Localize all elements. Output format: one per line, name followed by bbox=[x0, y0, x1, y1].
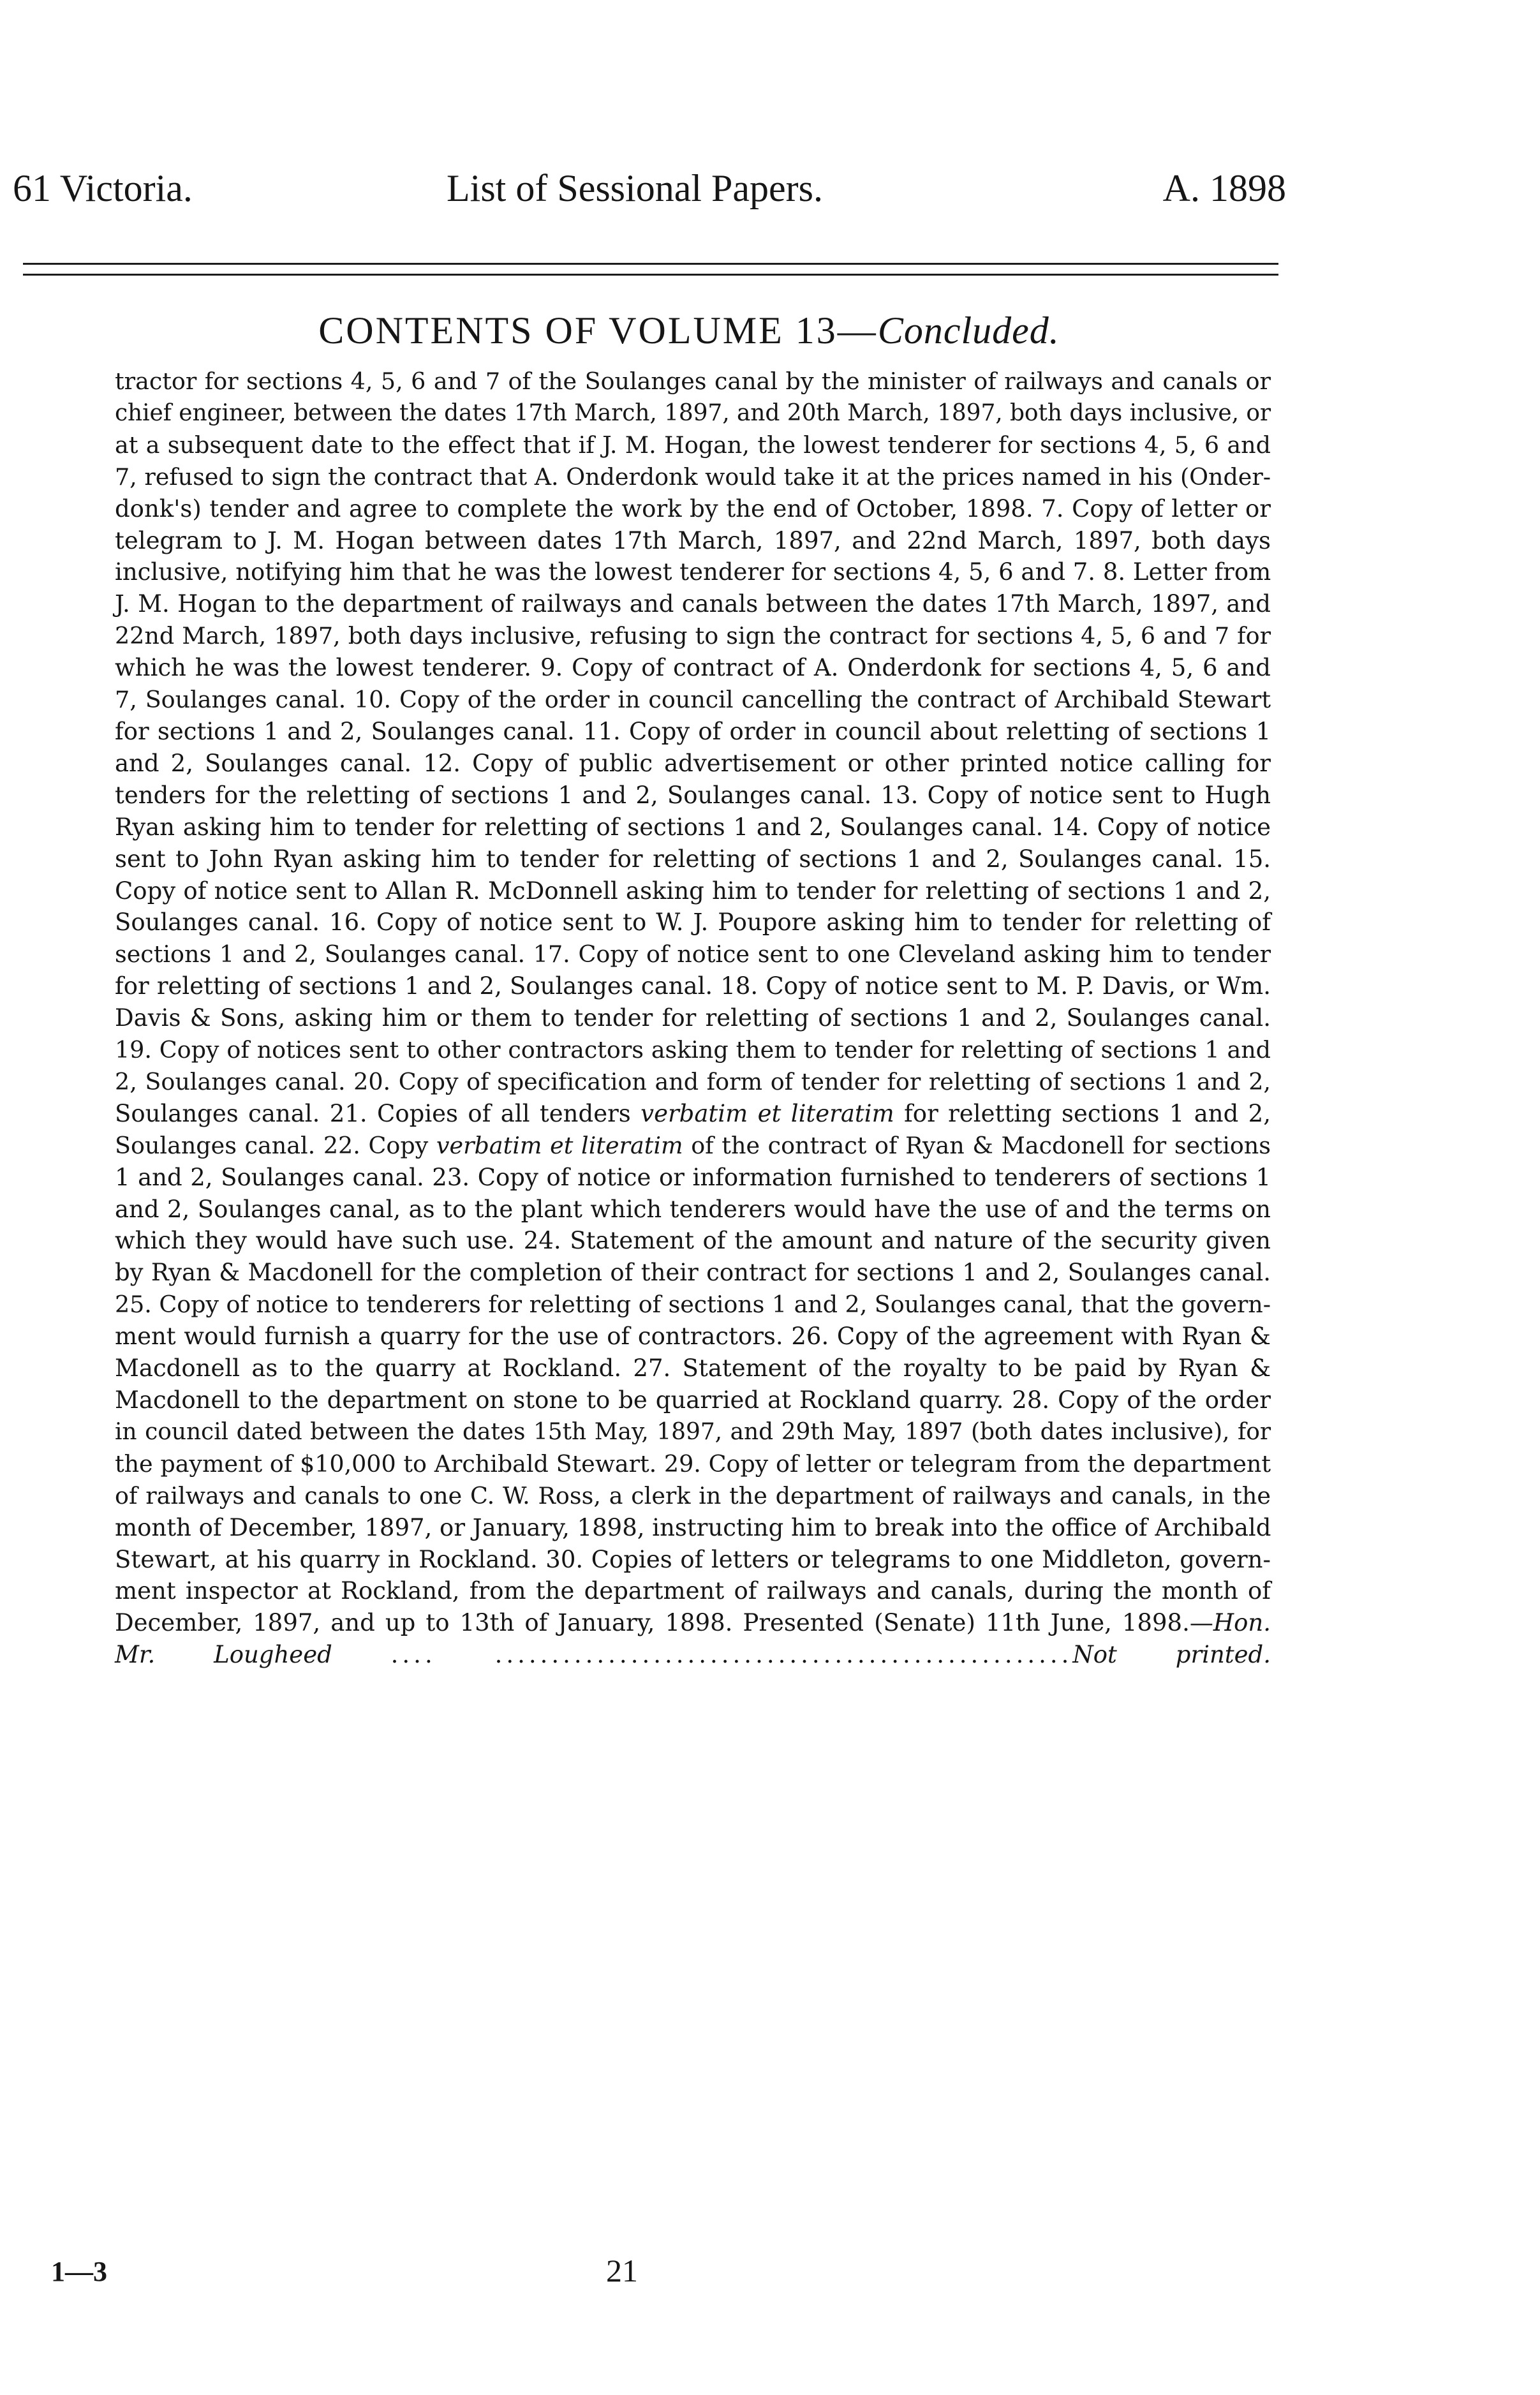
running-head bbox=[0, 163, 1540, 214]
body-line: 1 and 2, Soulanges canal. 23. Copy of notice or information furnished to tenderers of sections 1 bbox=[115, 1163, 1271, 1191]
contents-body bbox=[115, 366, 1271, 1671]
session-label: 61 Victoria. bbox=[13, 167, 193, 209]
body-line: and 2, Soulanges canal. 12. Copy of public advertisement or other printed notice calling for bbox=[115, 749, 1271, 777]
body-line: tractor for sections 4, 5, 6 and 7 of the Soulanges canal by the minister of railways and canals or bbox=[115, 367, 1271, 395]
body-text-run: of the contract of Ryan & Macdonell for sections bbox=[683, 1131, 1271, 1159]
dot-leaders: .... bbox=[390, 1641, 436, 1669]
honorific: Hon. bbox=[1213, 1609, 1271, 1637]
body-line: 25. Copy of notice to tenderers for reletting of sections 1 and 2, Soulanges canal, that the govern- bbox=[115, 1291, 1271, 1319]
body-line: Stewart, at his quarry in Rockland. 30. Copies of letters or telegrams to one Middleton, govern- bbox=[115, 1545, 1271, 1573]
body-line: 7, refused to sign the contract that A. Onderdonk would take it at the prices named in his (Onder- bbox=[115, 463, 1271, 491]
body-line: inclusive, notifying him that he was the lowest tenderer for sections 4, 5, 6 and 7. 8. Letter from bbox=[115, 558, 1271, 586]
body-text-run: for reletting sections 1 and 2, bbox=[894, 1099, 1271, 1127]
body-line: month of December, 1897, or January, 1898, instructing him to break into the office of Archibald bbox=[115, 1513, 1271, 1541]
body-line: the payment of $10,000 to Archibald Stewart. 29. Copy of letter or telegram from the department bbox=[115, 1450, 1271, 1478]
body-line: and 2, Soulanges canal, as to the plant which tenderers would have the use of and the terms on bbox=[115, 1195, 1271, 1223]
body-line: Macdonell as to the quarry at Rockland. 27. Statement of the royalty to be paid by Ryan & bbox=[115, 1354, 1271, 1383]
body-line: ment inspector at Rockland, from the department of railways and canals, during the month of bbox=[115, 1577, 1271, 1605]
body-line: ment would furnish a quarry for the use of contractors. 26. Copy of the agreement with Ryan & bbox=[115, 1323, 1271, 1351]
body-text-run: Soulanges canal. 22. Copy bbox=[115, 1131, 436, 1159]
body-line-mixed bbox=[115, 1130, 1271, 1162]
body-line: sent to John Ryan asking him to tender for reletting of sections 1 and 2, Soulanges canal. 15. bbox=[115, 845, 1271, 873]
header-double-rule bbox=[23, 263, 1278, 265]
body-line: Copy of notice sent to Allan R. McDonnell asking him to tender for reletting of sections 1 and 2, bbox=[115, 877, 1271, 905]
contents-heading bbox=[0, 305, 1378, 356]
body-line: 19. Copy of notices sent to other contractors asking them to tender for reletting of sections 1 and bbox=[115, 1036, 1271, 1064]
print-status: Not printed. bbox=[1072, 1641, 1271, 1669]
dot-leaders: ................................................... bbox=[494, 1641, 1073, 1669]
signature-mark: 1—3 bbox=[51, 2256, 107, 2287]
body-line: telegram to J. M. Hogan between dates 17th March, 1897, and 22nd March, 1897, both days bbox=[115, 526, 1271, 554]
body-text-run: December, 1897, and up to 13th of January, 1898. Presented (Senate) 11th June, 1898.— bbox=[115, 1609, 1213, 1637]
latin-phrase: verbatim et literatim bbox=[640, 1099, 894, 1127]
body-text-run: Soulanges canal. 21. Copies of all tenders bbox=[115, 1099, 641, 1127]
body-line: at a subsequent date to the effect that if J. M. Hogan, the lowest tenderer for sections 4, 5, 6 and bbox=[115, 431, 1271, 459]
body-line: which he was the lowest tenderer. 9. Copy of contract of A. Onderdonk for sections 4, 5, 6 and bbox=[115, 654, 1271, 682]
body-line: by Ryan & Macdonell for the completion of their contract for sections 1 and 2, Soulanges canal. bbox=[115, 1259, 1271, 1287]
page-title: List of Sessional Papers. bbox=[447, 167, 823, 209]
body-line: 2, Soulanges canal. 20. Copy of specification and form of tender for reletting of sections 1 and 2, bbox=[115, 1067, 1271, 1095]
contents-heading-suffix: Concluded. bbox=[877, 309, 1060, 352]
body-line: J. M. Hogan to the department of railways and canals between the dates 17th March, 1897, and bbox=[115, 590, 1271, 618]
final-entry-line bbox=[115, 1639, 1271, 1671]
presenter-name: Mr. Lougheed bbox=[115, 1641, 332, 1669]
body-line: Davis & Sons, asking him or them to tender for reletting of sections 1 and 2, Soulanges canal. bbox=[115, 1004, 1271, 1032]
body-line: which they would have such use. 24. Statement of the amount and nature of the security given bbox=[115, 1227, 1271, 1255]
page-number: 21 bbox=[606, 2253, 638, 2288]
body-line: of railways and canals to one C. W. Ross, a clerk in the department of railways and canals, in the bbox=[115, 1481, 1271, 1509]
body-line-mixed bbox=[115, 1098, 1271, 1130]
body-line: Soulanges canal. 16. Copy of notice sent to W. J. Poupore asking him to tender for reletting of bbox=[115, 908, 1271, 937]
body-line: Ryan asking him to tender for reletting of sections 1 and 2, Soulanges canal. 14. Copy of notice bbox=[115, 813, 1271, 841]
body-line: sections 1 and 2, Soulanges canal. 17. Copy of notice sent to one Cleveland asking him to tender bbox=[115, 940, 1271, 968]
body-line-mixed bbox=[115, 1607, 1271, 1639]
body-line: for sections 1 and 2, Soulanges canal. 11. Copy of order in council about reletting of sections 1 bbox=[115, 717, 1271, 745]
body-line: for reletting of sections 1 and 2, Soulanges canal. 18. Copy of notice sent to M. P. Davis, or Wm. bbox=[115, 972, 1271, 1000]
body-line: tenders for the reletting of sections 1 and 2, Soulanges canal. 13. Copy of notice sent to Hugh bbox=[115, 781, 1271, 809]
body-line: 7, Soulanges canal. 10. Copy of the order in council cancelling the contract of Archibald Stewart bbox=[115, 686, 1271, 714]
body-line: in council dated between the dates 15th May, 1897, and 29th May, 1897 (both dates inclusive), for bbox=[115, 1418, 1271, 1445]
body-line: 22nd March, 1897, both days inclusive, refusing to sign the contract for sections 4, 5, 6 and 7 for bbox=[115, 622, 1271, 650]
body-line: Macdonell to the department on stone to be quarried at Rockland quarry. 28. Copy of the order bbox=[115, 1386, 1271, 1414]
latin-phrase: verbatim et literatim bbox=[436, 1131, 683, 1159]
body-line: chief engineer, between the dates 17th March, 1897, and 20th March, 1897, both days inclusive, or bbox=[115, 399, 1271, 426]
contents-heading-title: CONTENTS OF VOLUME 13— bbox=[318, 309, 878, 352]
body-line: donk's) tender and agree to complete the work by the end of October, 1898. 7. Copy of letter or bbox=[115, 494, 1271, 523]
year-label: A. 1898 bbox=[1162, 167, 1286, 209]
